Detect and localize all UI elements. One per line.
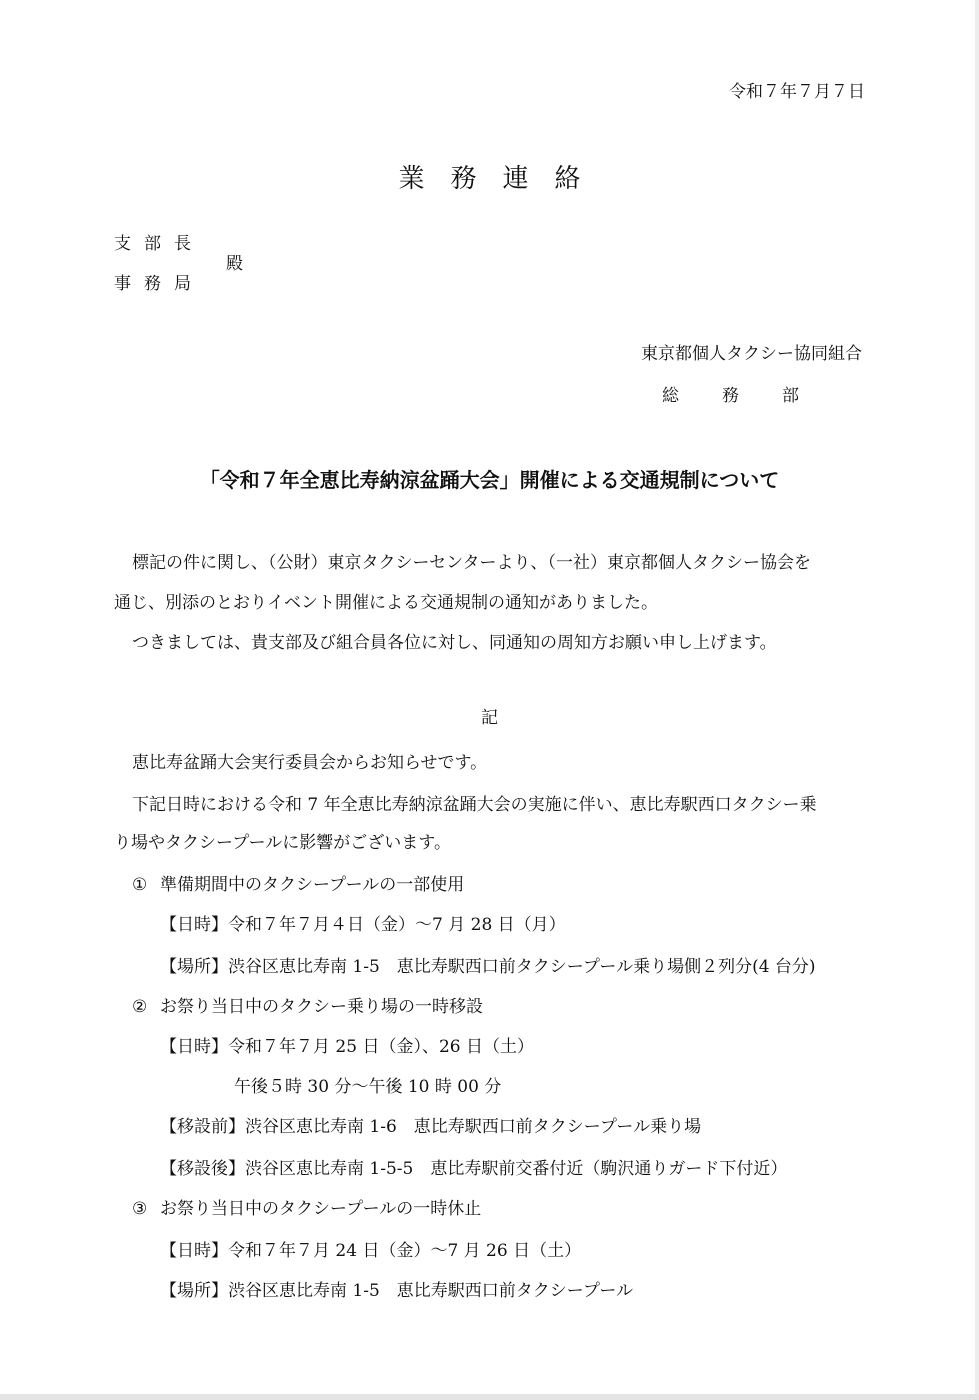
document-date: 令和７年７月７日 <box>729 82 865 102</box>
item-3-heading <box>132 1194 481 1219</box>
date-label: 【日時】 <box>160 1037 228 1057</box>
item-1-place-row <box>160 952 816 977</box>
before-label: 【移設前】 <box>160 1117 245 1137</box>
date-value: 令和７年７月４日（金）～7 月 28 日（月） <box>228 915 566 935</box>
item-2-after-row <box>160 1154 787 1179</box>
before-value: 渋谷区恵比寿南 1-6 恵比寿駅西口前タクシープール乗り場 <box>245 1117 702 1137</box>
date-value: 令和７年７月 25 日（金）、26 日（土） <box>228 1037 534 1057</box>
item-1-date-row <box>160 910 566 935</box>
page-edge-bottom <box>0 1394 979 1400</box>
item-number: ① <box>132 875 148 895</box>
item-title: お祭り当日中のタクシープールの一時休止 <box>160 1199 482 1219</box>
item-number: ③ <box>132 1199 148 1219</box>
sender-organization: 東京都個人タクシー協同組合 <box>641 344 862 364</box>
subject-heading: 「令和７年全恵比寿納涼盆踊大会」開催による交通規制について <box>199 468 780 492</box>
addressee-honorific: 殿 <box>226 254 243 274</box>
addressee-branch-head: 支部長 <box>114 234 204 254</box>
ki-marker: 記 <box>481 708 498 728</box>
item-number: ② <box>132 997 148 1017</box>
place-label: 【場所】 <box>160 1281 228 1301</box>
item-3-date-row <box>160 1236 581 1261</box>
sender-department: 総務部 <box>662 386 842 406</box>
item-title: お祭り当日中のタクシー乗り場の一時移設 <box>160 997 483 1017</box>
item-2-date-row <box>160 1032 534 1057</box>
page-edge-right <box>975 0 979 1400</box>
body-paragraph-1: 標記の件に関し、（公財）東京タクシーセンターより、（一社）東京都個人タクシー協会を <box>132 553 811 573</box>
date-value: 令和７年７月 24 日（金）～7 月 26 日（土） <box>228 1241 582 1261</box>
notice-intro: 恵比寿盆踊大会実行委員会からお知らせです。 <box>132 753 488 773</box>
notice-line-3: り場やタクシープールに影響がございます。 <box>114 833 451 853</box>
document-title: 業務連絡 <box>398 164 607 194</box>
date-label: 【日時】 <box>160 1241 228 1261</box>
item-3-place-row <box>160 1276 633 1301</box>
place-label: 【場所】 <box>160 957 228 977</box>
item-2-time-row: 午後５時 30 分～午後 10 時 00 分 <box>234 1077 502 1097</box>
item-title: 準備期間中のタクシープールの一部使用 <box>160 875 465 895</box>
body-paragraph-1-cont: 通じ、別添のとおりイベント開催による交通規制の通知がありました。 <box>114 593 658 613</box>
date-label: 【日時】 <box>160 915 228 935</box>
after-value: 渋谷区恵比寿南 1-5-5 恵比寿駅前交番付近（駒沢通りガード下付近） <box>245 1159 788 1179</box>
item-1-heading <box>132 870 464 895</box>
place-value: 渋谷区恵比寿南 1-5 恵比寿駅西口前タクシープール <box>228 1281 634 1301</box>
addressee-secretariat: 事務局 <box>114 274 204 294</box>
notice-line-2: 下記日時における令和 7 年全恵比寿納涼盆踊大会の実施に伴い、恵比寿駅西口タクシー乗 <box>132 795 817 815</box>
after-label: 【移設後】 <box>160 1159 245 1179</box>
body-paragraph-2: つきましては、貴支部及び組合員各位に対し、同通知の周知方お願い申し上げます。 <box>132 633 777 653</box>
item-2-heading <box>132 992 483 1017</box>
place-value: 渋谷区恵比寿南 1-5 恵比寿駅西口前タクシープール乗り場側２列分(4 台分) <box>228 957 816 977</box>
item-2-before-row <box>160 1112 701 1137</box>
